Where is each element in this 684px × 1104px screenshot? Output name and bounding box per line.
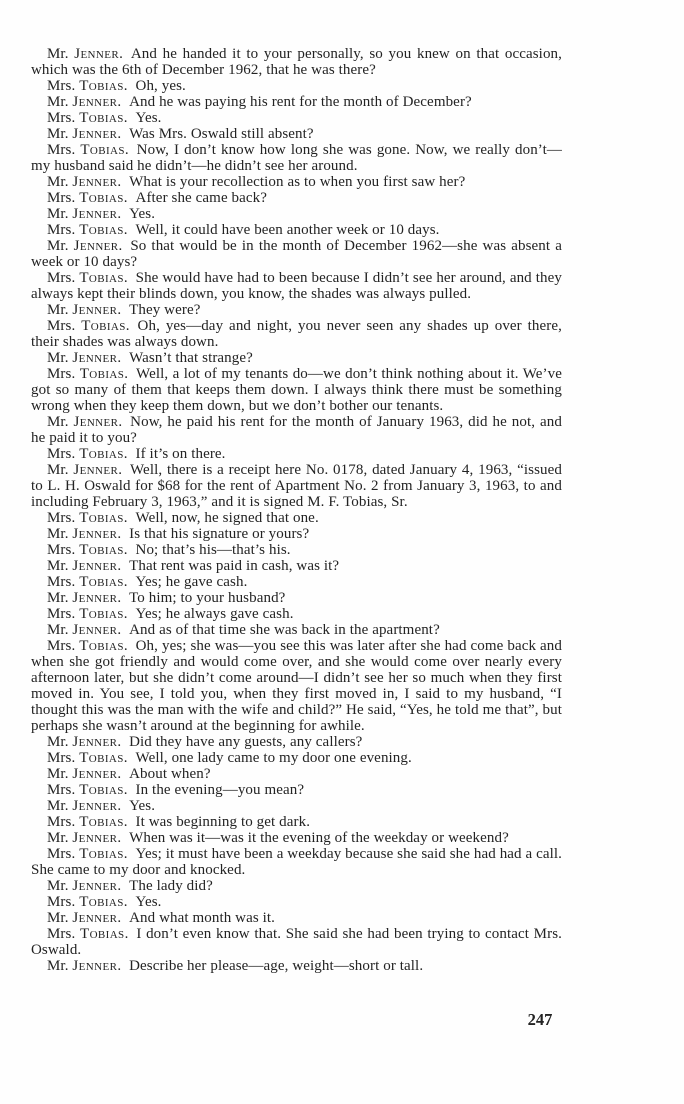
speaker-prefix: Mr. bbox=[47, 206, 69, 222]
speaker-surname: Jenner. bbox=[73, 414, 123, 430]
utterance-text: Describe her please—age, weight—short or tall. bbox=[129, 958, 424, 974]
speaker-name bbox=[47, 830, 121, 846]
speaker-surname: Jenner. bbox=[72, 910, 122, 926]
utterance-text: And he handed it to your personally, so you knew on that occasion, which was the 6th of December 1962, that he was there? bbox=[31, 46, 562, 78]
speaker-surname: Jenner. bbox=[72, 526, 122, 542]
speaker-name bbox=[47, 302, 121, 318]
speaker-surname: Jenner. bbox=[74, 46, 124, 62]
utterance-text: That rent was paid in cash, was it? bbox=[129, 558, 340, 574]
speaker-prefix: Mrs. bbox=[47, 446, 76, 462]
speaker-prefix: Mr. bbox=[47, 94, 69, 110]
dialogue-paragraph bbox=[31, 318, 562, 350]
utterance-text: Well, one lady came to my door one evening. bbox=[135, 750, 412, 766]
dialogue-paragraph bbox=[31, 238, 562, 270]
speaker-name bbox=[47, 798, 121, 814]
speaker-name bbox=[47, 734, 121, 750]
speaker-surname: Jenner. bbox=[72, 798, 122, 814]
speaker-surname: Jenner. bbox=[72, 302, 122, 318]
dialogue-paragraph bbox=[31, 126, 562, 142]
speaker-name bbox=[47, 638, 128, 654]
dialogue-paragraph bbox=[31, 798, 562, 814]
speaker-surname: Jenner. bbox=[72, 206, 122, 222]
dialogue-paragraph bbox=[31, 206, 562, 222]
speaker-name bbox=[47, 622, 121, 638]
speaker-surname: Jenner. bbox=[72, 734, 122, 750]
speaker-name bbox=[47, 846, 128, 862]
utterance-text: Well, it could have been another week or 10 days. bbox=[135, 222, 440, 238]
speaker-surname: Jenner. bbox=[73, 238, 123, 254]
speaker-name bbox=[47, 526, 121, 542]
dialogue-paragraph bbox=[31, 542, 562, 558]
speaker-name bbox=[47, 318, 130, 334]
speaker-name bbox=[47, 750, 128, 766]
dialogue-paragraph bbox=[31, 622, 562, 638]
dialogue-paragraph bbox=[31, 142, 562, 174]
speaker-prefix: Mr. bbox=[47, 958, 69, 974]
speaker-prefix: Mr. bbox=[47, 46, 69, 62]
dialogue-paragraph bbox=[31, 414, 562, 446]
utterance-text: Is that his signature or yours? bbox=[129, 526, 310, 542]
dialogue-paragraph bbox=[31, 222, 562, 238]
utterance-text: If it’s on there. bbox=[135, 446, 226, 462]
speaker-surname: Jenner. bbox=[72, 958, 122, 974]
utterance-text: So that would be in the month of December 1962—she was absent a week or 10 days? bbox=[31, 238, 562, 270]
utterance-text: When was it—was it the evening of the weekday or weekend? bbox=[129, 830, 509, 846]
dialogue-paragraph bbox=[31, 590, 562, 606]
utterance-text: Oh, yes—day and night, you never seen any shades up over there, their shades was always down. bbox=[31, 318, 562, 350]
dialogue-paragraph bbox=[31, 782, 562, 798]
speaker-surname: Jenner. bbox=[72, 558, 122, 574]
dialogue-paragraph bbox=[31, 926, 562, 958]
speaker-prefix: Mr. bbox=[47, 462, 69, 478]
utterance-text: They were? bbox=[129, 302, 201, 318]
dialogue-paragraph bbox=[31, 878, 562, 894]
dialogue-paragraph bbox=[31, 302, 562, 318]
speaker-prefix: Mrs. bbox=[47, 366, 76, 382]
speaker-surname: Tobias. bbox=[80, 926, 129, 942]
utterance-text: I don’t even know that. She said she had been trying to contact Mrs. Oswald. bbox=[31, 926, 563, 958]
dialogue-paragraph bbox=[31, 190, 562, 206]
utterance-text: Yes. bbox=[129, 206, 156, 222]
speaker-prefix: Mr. bbox=[47, 414, 69, 430]
speaker-name bbox=[47, 94, 121, 110]
speaker-prefix: Mr. bbox=[47, 526, 69, 542]
speaker-prefix: Mrs. bbox=[47, 606, 76, 622]
utterance-text: Yes; he always gave cash. bbox=[135, 606, 294, 622]
speaker-name bbox=[47, 766, 121, 782]
speaker-surname: Tobias. bbox=[79, 750, 128, 766]
dialogue-paragraph bbox=[31, 78, 562, 94]
dialogue-paragraph bbox=[31, 766, 562, 782]
speaker-name bbox=[47, 542, 128, 558]
speaker-prefix: Mr. bbox=[47, 798, 69, 814]
speaker-surname: Tobias. bbox=[79, 814, 128, 830]
dialogue-paragraph bbox=[31, 446, 562, 462]
speaker-name bbox=[47, 206, 121, 222]
speaker-prefix: Mrs. bbox=[47, 142, 76, 158]
speaker-prefix: Mrs. bbox=[47, 750, 76, 766]
speaker-name bbox=[47, 590, 121, 606]
utterance-text: She would have had to been because I didn’t see her around, and they always kept their blinds down, you know, the shades was always pulled. bbox=[31, 270, 562, 302]
speaker-prefix: Mr. bbox=[47, 238, 69, 254]
dialogue-paragraph bbox=[31, 350, 562, 366]
utterance-text: The lady did? bbox=[129, 878, 213, 894]
dialogue-paragraph bbox=[31, 366, 562, 414]
speaker-prefix: Mr. bbox=[47, 302, 69, 318]
speaker-surname: Tobias. bbox=[79, 190, 128, 206]
speaker-surname: Tobias. bbox=[79, 606, 128, 622]
speaker-surname: Jenner. bbox=[72, 174, 122, 190]
speaker-prefix: Mrs. bbox=[47, 542, 76, 558]
speaker-surname: Tobias. bbox=[79, 846, 128, 862]
speaker-name bbox=[47, 270, 128, 286]
dialogue-paragraph bbox=[31, 830, 562, 846]
speaker-prefix: Mrs. bbox=[47, 190, 76, 206]
speaker-prefix: Mr. bbox=[47, 622, 69, 638]
speaker-name bbox=[47, 110, 128, 126]
speaker-prefix: Mrs. bbox=[47, 782, 76, 798]
speaker-prefix: Mrs. bbox=[47, 926, 76, 942]
utterance-text: In the evening—you mean? bbox=[135, 782, 305, 798]
utterance-text: Now, I don’t know how long she was gone. Now, we really don’t—my husband said he didn’t—he didn’t see her around. bbox=[31, 142, 562, 174]
speaker-name bbox=[47, 350, 121, 366]
speaker-name bbox=[47, 926, 129, 942]
utterance-text: Did they have any guests, any callers? bbox=[129, 734, 363, 750]
speaker-prefix: Mrs. bbox=[47, 270, 76, 286]
utterance-text: Yes. bbox=[129, 798, 156, 814]
speaker-name bbox=[47, 574, 128, 590]
speaker-name bbox=[47, 606, 128, 622]
speaker-name bbox=[47, 910, 121, 926]
dialogue-paragraph bbox=[31, 910, 562, 926]
speaker-surname: Jenner. bbox=[72, 622, 122, 638]
dialogue-paragraph bbox=[31, 270, 562, 302]
speaker-surname: Tobias. bbox=[79, 894, 128, 910]
utterance-text: What is your recollection as to when you first saw her? bbox=[129, 174, 466, 190]
speaker-prefix: Mr. bbox=[47, 590, 69, 606]
speaker-name bbox=[47, 366, 128, 382]
speaker-surname: Jenner. bbox=[73, 462, 123, 478]
speaker-surname: Jenner. bbox=[72, 766, 122, 782]
dialogue-paragraph bbox=[31, 510, 562, 526]
speaker-prefix: Mrs. bbox=[47, 110, 76, 126]
speaker-name bbox=[47, 126, 121, 142]
utterance-text: Yes; it must have been a weekday because she said she had had a call. She came to my door and knocked. bbox=[31, 846, 563, 878]
dialogue-paragraph bbox=[31, 526, 562, 542]
speaker-prefix: Mr. bbox=[47, 174, 69, 190]
utterance-text: Yes; he gave cash. bbox=[135, 574, 248, 590]
speaker-name bbox=[47, 222, 128, 238]
speaker-prefix: Mr. bbox=[47, 878, 69, 894]
utterance-text: Oh, yes; she was—you see this was later after she had come back and when she got friendly and would come over, and she would come over nearly every afternoon later, but she didn’t come around—I didn’t see her so much when they first moved in. You see, I told you, when they first moved in, I said to my husband, “I thought this was the man with the wife and child?” He said, “Yes, he told me that”, but perhaps she wasn’t around at the beginning for awhile. bbox=[31, 638, 562, 734]
speaker-surname: Jenner. bbox=[72, 126, 122, 142]
speaker-prefix: Mrs. bbox=[47, 814, 76, 830]
utterance-text: After she came back? bbox=[135, 190, 268, 206]
utterance-text: No; that’s his—that’s his. bbox=[135, 542, 291, 558]
utterance-text: Was Mrs. Oswald still absent? bbox=[129, 126, 314, 142]
utterance-text: Yes. bbox=[135, 894, 162, 910]
dialogue-paragraph bbox=[31, 558, 562, 574]
speaker-surname: Tobias. bbox=[79, 366, 129, 382]
page-number: 247 bbox=[527, 1010, 553, 1029]
utterance-text: Well, now, he signed that one. bbox=[135, 510, 319, 526]
speaker-surname: Tobias. bbox=[79, 270, 129, 286]
dialogue-paragraph bbox=[31, 174, 562, 190]
speaker-name bbox=[47, 78, 128, 94]
dialogue-paragraph bbox=[31, 814, 562, 830]
speaker-surname: Tobias. bbox=[80, 142, 130, 158]
speaker-name bbox=[47, 238, 123, 254]
dialogue-paragraph bbox=[31, 462, 562, 510]
speaker-surname: Tobias. bbox=[79, 542, 128, 558]
dialogue-paragraph bbox=[31, 894, 562, 910]
speaker-name bbox=[47, 46, 123, 62]
speaker-prefix: Mrs. bbox=[47, 846, 76, 862]
speaker-surname: Tobias. bbox=[79, 222, 128, 238]
speaker-name bbox=[47, 958, 121, 974]
utterance-text: Wasn’t that strange? bbox=[129, 350, 253, 366]
utterance-text: Well, a lot of my tenants do—we don’t think nothing about it. We’ve got so many of them that keeps them down. I always think there must be something wrong when they keep them down, but we don’t bother our tenants. bbox=[31, 366, 562, 414]
speaker-name bbox=[47, 174, 121, 190]
speaker-prefix: Mr. bbox=[47, 830, 69, 846]
dialogue-paragraph bbox=[31, 958, 562, 974]
dialogue-paragraph bbox=[31, 46, 562, 78]
speaker-surname: Tobias. bbox=[79, 78, 128, 94]
utterance-text: Yes. bbox=[135, 110, 162, 126]
speaker-name bbox=[47, 414, 123, 430]
utterance-text: And what month was it. bbox=[129, 910, 276, 926]
speaker-surname: Tobias. bbox=[81, 318, 130, 334]
speaker-name bbox=[47, 878, 121, 894]
speaker-name bbox=[47, 462, 122, 478]
speaker-prefix: Mrs. bbox=[47, 510, 76, 526]
utterance-text: And he was paying his rent for the month of December? bbox=[129, 94, 472, 110]
speaker-name bbox=[47, 142, 129, 158]
speaker-prefix: Mrs. bbox=[47, 318, 76, 334]
speaker-name bbox=[47, 782, 128, 798]
speaker-prefix: Mr. bbox=[47, 558, 69, 574]
dialogue-paragraph bbox=[31, 94, 562, 110]
speaker-prefix: Mrs. bbox=[47, 638, 76, 654]
speaker-name bbox=[47, 814, 128, 830]
dialogue-paragraph bbox=[31, 750, 562, 766]
speaker-name bbox=[47, 446, 128, 462]
speaker-surname: Tobias. bbox=[79, 782, 128, 798]
speaker-surname: Tobias. bbox=[79, 638, 129, 654]
speaker-surname: Jenner. bbox=[72, 830, 122, 846]
utterance-text: About when? bbox=[129, 766, 211, 782]
testimony-text-column bbox=[31, 46, 562, 974]
dialogue-paragraph bbox=[31, 606, 562, 622]
speaker-name bbox=[47, 894, 128, 910]
speaker-surname: Jenner. bbox=[72, 878, 122, 894]
speaker-prefix: Mrs. bbox=[47, 222, 76, 238]
speaker-surname: Jenner. bbox=[72, 94, 122, 110]
utterance-text: It was beginning to get dark. bbox=[135, 814, 311, 830]
dialogue-paragraph bbox=[31, 846, 562, 878]
speaker-prefix: Mr. bbox=[47, 126, 69, 142]
speaker-surname: Jenner. bbox=[72, 350, 122, 366]
speaker-surname: Tobias. bbox=[79, 510, 128, 526]
utterance-text: Well, there is a receipt here No. 0178, dated January 4, 1963, “issued to L. H. Oswald for $68 for the rent of Apartment No. 2 from January 3, 1963, to and including February 3, 1963,” and it is signed M. F. Tobias, Sr. bbox=[31, 462, 562, 510]
utterance-text: Now, he paid his rent for the month of January 1963, did he not, and he paid it to you? bbox=[31, 414, 562, 446]
dialogue-paragraph bbox=[31, 638, 562, 734]
dialogue-paragraph bbox=[31, 110, 562, 126]
speaker-prefix: Mr. bbox=[47, 350, 69, 366]
dialogue-paragraph bbox=[31, 734, 562, 750]
speaker-name bbox=[47, 558, 121, 574]
speaker-prefix: Mrs. bbox=[47, 78, 76, 94]
speaker-name bbox=[47, 510, 128, 526]
speaker-surname: Jenner. bbox=[72, 590, 122, 606]
speaker-prefix: Mrs. bbox=[47, 894, 76, 910]
speaker-name bbox=[47, 190, 128, 206]
speaker-surname: Tobias. bbox=[79, 110, 128, 126]
utterance-text: To him; to your husband? bbox=[129, 590, 286, 606]
speaker-prefix: Mr. bbox=[47, 910, 69, 926]
dialogue-paragraph bbox=[31, 574, 562, 590]
speaker-prefix: Mrs. bbox=[47, 574, 76, 590]
speaker-prefix: Mr. bbox=[47, 766, 69, 782]
utterance-text: Oh, yes. bbox=[135, 78, 186, 94]
speaker-surname: Tobias. bbox=[79, 574, 128, 590]
utterance-text: And as of that time she was back in the apartment? bbox=[129, 622, 440, 638]
speaker-surname: Tobias. bbox=[79, 446, 128, 462]
speaker-prefix: Mr. bbox=[47, 734, 69, 750]
